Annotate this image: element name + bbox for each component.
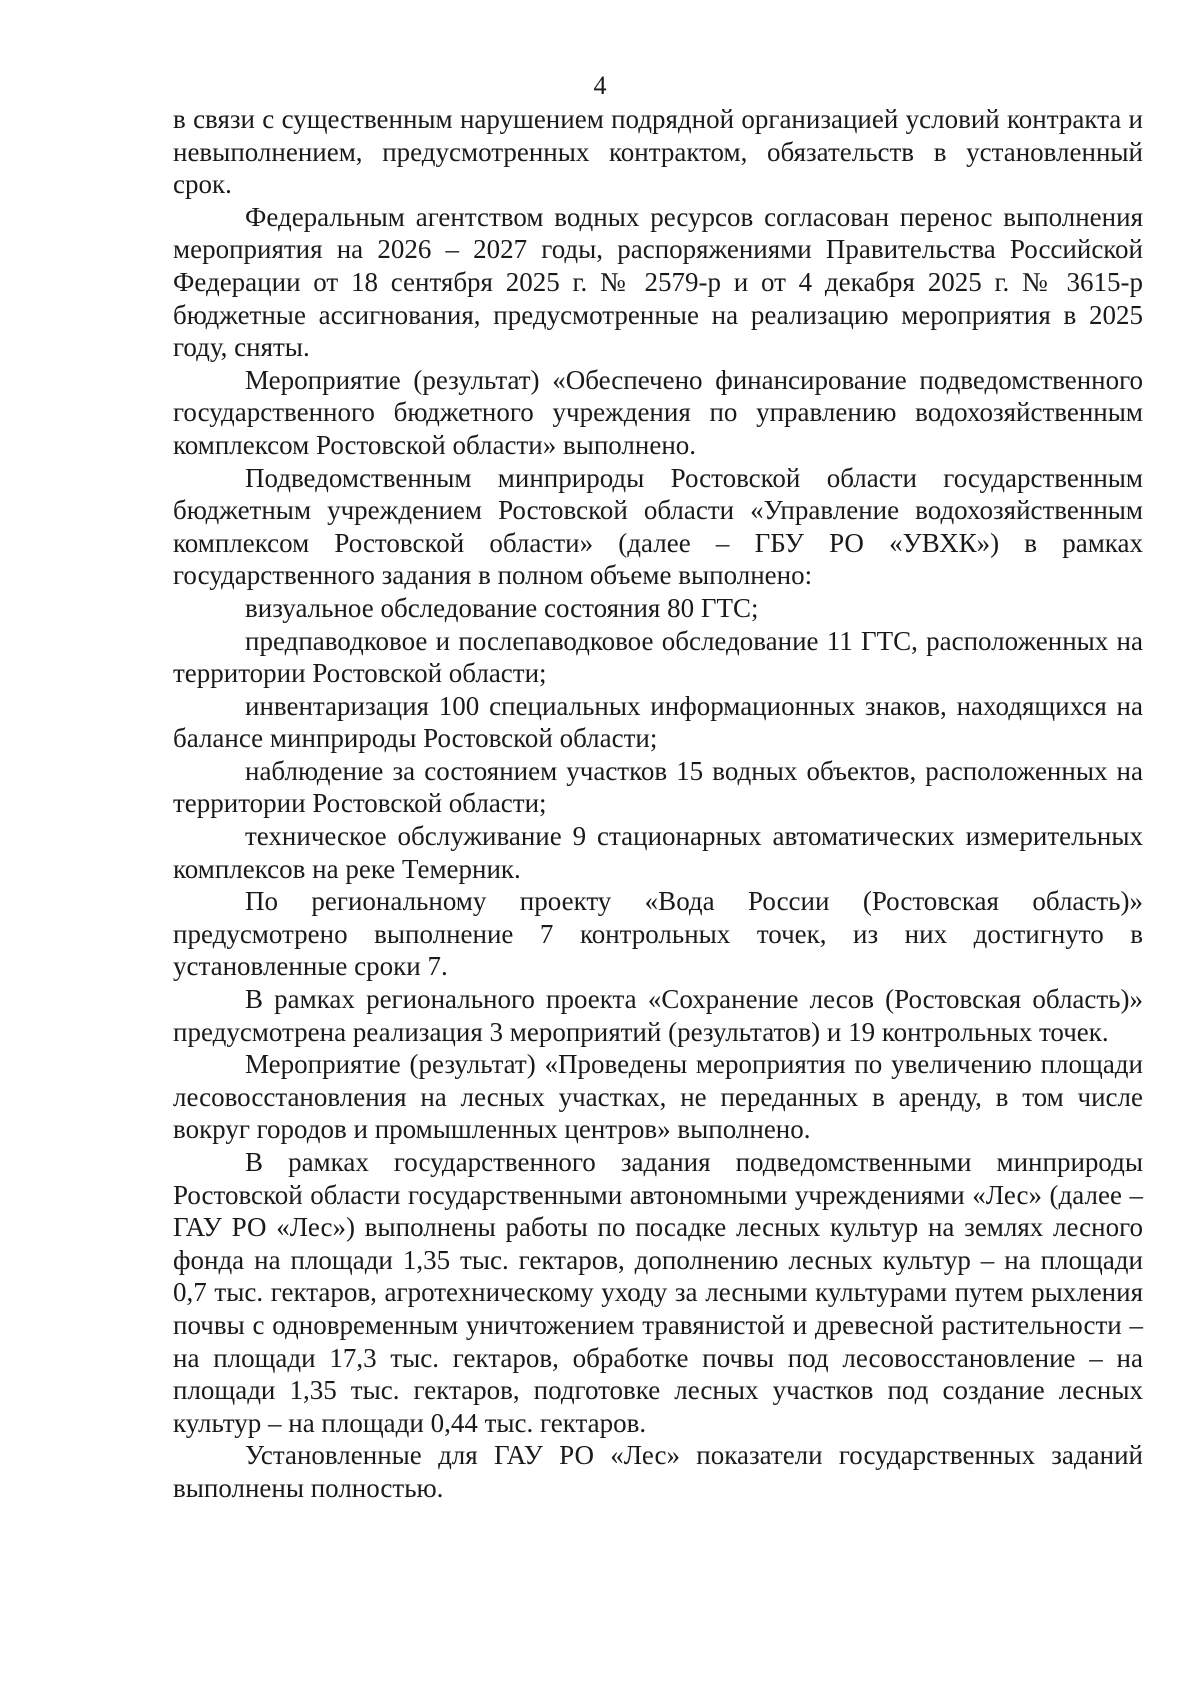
paragraph-forest-conservation-project: В рамках регионального проекта «Сохранение лесов (Ростовская область)» предусмотрена реализация 3 мероприятий (результатов) и 19 контрольных точек. [173,984,1143,1047]
list-item-temernik-maintenance: техническое обслуживание 9 стационарных автоматических измерительных комплексов на реке Темерник. [173,821,1143,884]
paragraph-reforestation-result: Мероприятие (результат) «Проведены мероприятия по увеличению площади лесовосстановления на лесных участках, не переданных в аренду, в том числе вокруг городов и промышленных центров» выполнено. [173,1049,1143,1145]
paragraph-gau-les-indicators: Установленные для ГАУ РО «Лес» показатели государственных заданий выполнены полностью. [173,1440,1143,1503]
document-body [173,103,1143,1505]
list-item-flood-inspection: предпаводковое и послепаводковое обследование 11 ГТС, расположенных на территории Ростовской области; [173,625,1143,689]
paragraph-transfer-schedule: Федеральным агентством водных ресурсов согласован перенос выполнения мероприятия на 2026 – 2027 годы, распоряжениями Правительства Российской Федерации от 18 сентября 2025 г. № 2579-р и от 4 декабря 2025 г. № 3615-р бюджетные ассигнования, предусмотренные на реализацию мероприятия в 2025 году, сняты. [173,201,1143,363]
list-item-sign-inventory: инвентаризация 100 специальных информационных знаков, находящихся на балансе минприроды Ростовской области; [173,690,1143,754]
list-item-visual-inspection: визуальное обследование состояния 80 ГТС; [245,592,759,623]
paragraph-gau-les-works: В рамках государственного задания подведомственными минприроды Ростовской области государственными автономными учреждениями «Лес» (далее – ГАУ РО «Лес») выполнены работы по посадке лесных культур на землях лесного фонда на площади 1,35 тыс. гектаров, дополнению лесных культур – на площади 0,7 тыс. гектаров, агротехническому уходу за лесными культурами путем рыхления почвы с одновременным уничтожением травянистой и древесной растительности – на площади 17,3 тыс. гектаров, обработке почвы под лесовосстановление – на площади 1,35 тыс. гектаров, подготовке лесных участков под создание лесных культур – на площади 0,44 тыс. гектаров. [173,1147,1143,1438]
paragraph-contract-violation: в связи с существенным нарушением подрядной организацией условий контракта и невыполнением, предусмотренных контрактом, обязательств в установленный срок. [173,104,1143,200]
page-number: 4 [593,71,607,100]
paragraph-water-of-russia-project: По региональному проекту «Вода России (Ростовская область)» предусмотрено выполнение 7 контрольных точек, из них достигнуто в установленные сроки 7. [173,886,1143,982]
paragraph-financing-result: Мероприятие (результат) «Обеспечено финансирование подведомственного государственного бюджетного учреждения по управлению водохозяйственным комплексом Ростовской области» выполнено. [173,364,1143,460]
list-item-water-monitoring: наблюдение за состоянием участков 15 водных объектов, расположенных на территории Ростовской области; [173,755,1143,819]
paragraph-gbu-uvhk-task: Подведомственным минприроды Ростовской области государственным бюджетным учреждением Ростовской области «Управление водохозяйственным комплексом Ростовской области» (далее – ГБУ РО «УВХК») в рамках государственного задания в полном объеме выполнено: [173,462,1143,591]
